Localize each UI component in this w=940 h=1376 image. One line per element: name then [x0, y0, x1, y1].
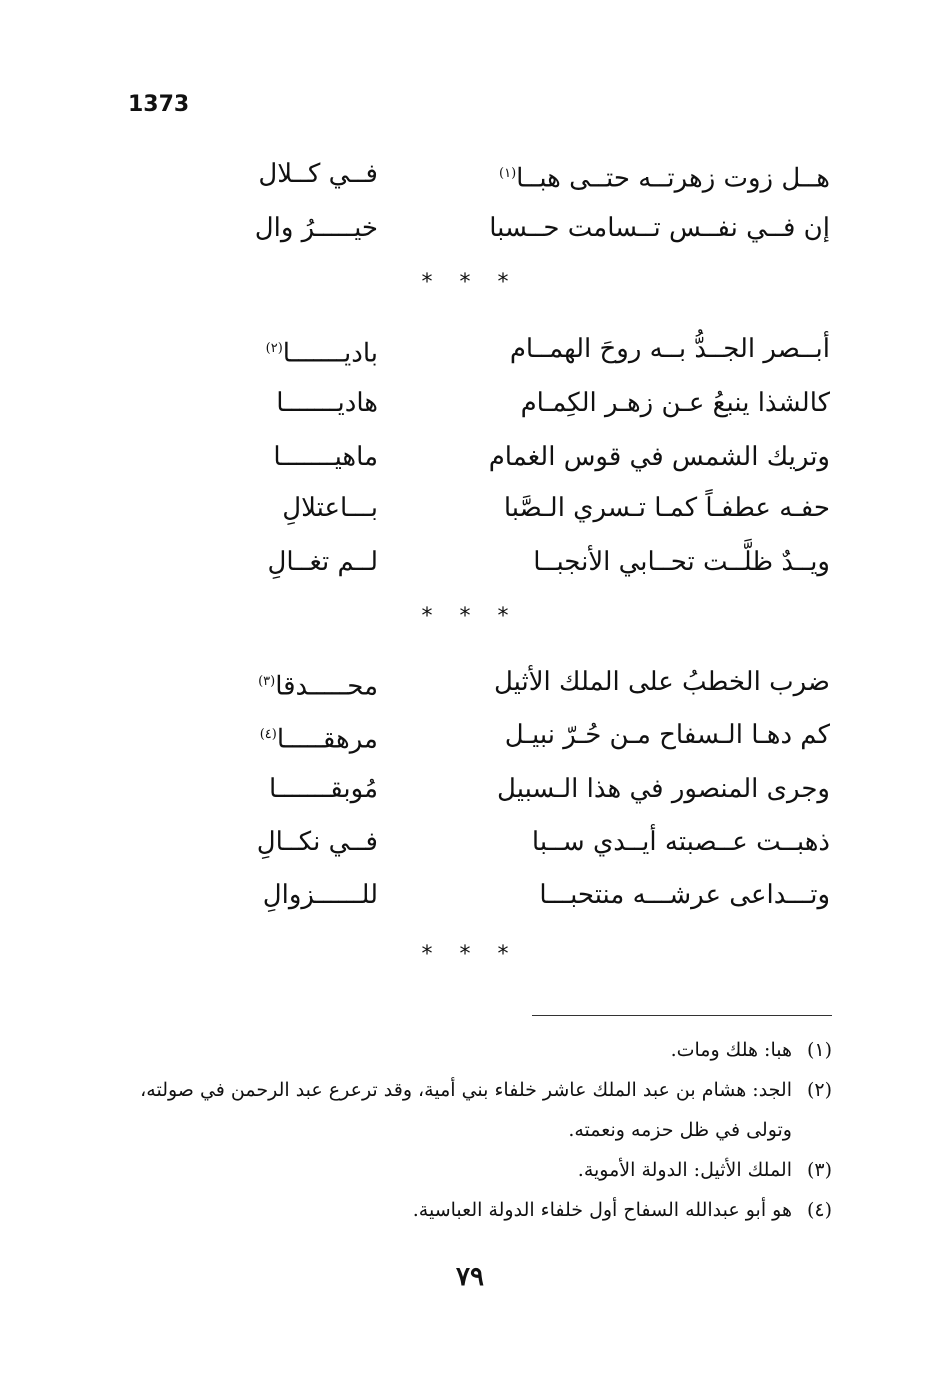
footnote-number: (٢) [806, 1079, 832, 1101]
page-number: ٧٩ [456, 1262, 484, 1292]
verse-10 [0, 767, 940, 811]
verse-12 [0, 873, 940, 917]
footnote-number: (١) [806, 1039, 832, 1061]
footnote-ref: (٢) [265, 341, 283, 356]
footnote-number: (٤) [806, 1199, 832, 1221]
verse-second-half: محـــــدقا$^{(٣)}$ [258, 671, 378, 702]
footnote-divider [532, 1015, 832, 1016]
page-id: 1373 [128, 92, 190, 117]
footnote-ref: (٣) [258, 674, 276, 689]
verse-4 [0, 381, 940, 425]
verse-9 [0, 713, 940, 757]
verse-second-half: للــــــزوالِ [262, 880, 378, 910]
stanza-separator: * * * [421, 604, 519, 629]
verse-second-half: مُوبقـــــــا [269, 774, 378, 804]
verse-second-half: باديـــــــا$^{(٢)}$ [265, 338, 378, 369]
verse-first-half: وجرى المنصور في هذا الـسبيل [497, 774, 830, 804]
verse-first-half: وتـــداعى عرشـــه منتحبـــا [539, 880, 830, 910]
stanza-separator: * * * [421, 270, 519, 295]
verse-second-half: بـــاعتلالِ [282, 493, 378, 523]
verse-first-half: هــل زوت زهرتــه حتــى هبــا$^{(١)}$ [499, 163, 830, 194]
footnotes [112, 1030, 832, 1230]
verse-3 [0, 327, 940, 371]
verse-second-half: خيـــــرُ وال [254, 213, 378, 243]
verse-8 [0, 660, 940, 704]
verse-second-half: لــم تغــالِ [267, 547, 378, 577]
verse-5 [0, 435, 940, 479]
verse-1 [0, 152, 940, 196]
footnote [112, 1030, 832, 1070]
footnote [112, 1070, 832, 1150]
footnote [112, 1150, 832, 1190]
footnote-text: هو أبو عبدالله السفاح أول خلفاء الدولة العباسية. [412, 1199, 792, 1221]
footnote-text: هبا: هلك ومات. [670, 1039, 792, 1061]
verse-second-half: هاديـــــــا [276, 388, 378, 418]
footnote-number: (٣) [806, 1159, 832, 1181]
verse-7 [0, 540, 940, 584]
footnote-ref: (١) [499, 166, 517, 181]
verse-second-half: فــي نكــالِ [256, 827, 378, 857]
verse-first-half: أبــصر الجــدُّ بــه روحَ الهمــام [509, 334, 830, 364]
footnote-text: الجد: هشام بن عبد الملك عاشر خلفاء بني أمية، وقد ترعرع عبد الرحمن في صولته، وتولى في ظل حزمه ونعمته. [140, 1079, 792, 1141]
verse-2 [0, 206, 940, 250]
verse-first-half: ذهبــت عــصبته أيــدي ســبا [531, 827, 830, 857]
verse-second-half: فــي كــلال [258, 159, 378, 189]
verse-first-half: إن فــي نفــس تــسامت حــسبا [489, 213, 830, 243]
stanza-separator: * * * [421, 942, 519, 967]
verse-11 [0, 820, 940, 864]
verse-first-half: كالشذا ينبعُ عـن زهـر الكِمـام [520, 388, 830, 418]
verse-first-half: وتريك الشمس في قوس الغمام [488, 442, 830, 472]
verse-first-half: كم دهـا الـسفاح مـن حُـرّ نبيـل [504, 720, 830, 750]
verse-second-half: مرهقـــــا$^{(٤)}$ [259, 724, 378, 755]
footnote [112, 1190, 832, 1230]
verse-first-half: ويــدٌ ظلَّــت تحــابي الأنجبــا [533, 547, 830, 577]
verse-6 [0, 486, 940, 530]
verse-first-half: ضرب الخطبُ على الملك الأثيل [493, 667, 830, 697]
footnote-text: الملك الأثيل: الدولة الأموية. [577, 1159, 792, 1181]
verse-first-half: حفـه عطفـاً كمـا تـسري الـصَّبا [503, 493, 830, 523]
footnote-ref: (٤) [259, 727, 277, 742]
verse-second-half: ماهيـــــــا [273, 442, 378, 472]
